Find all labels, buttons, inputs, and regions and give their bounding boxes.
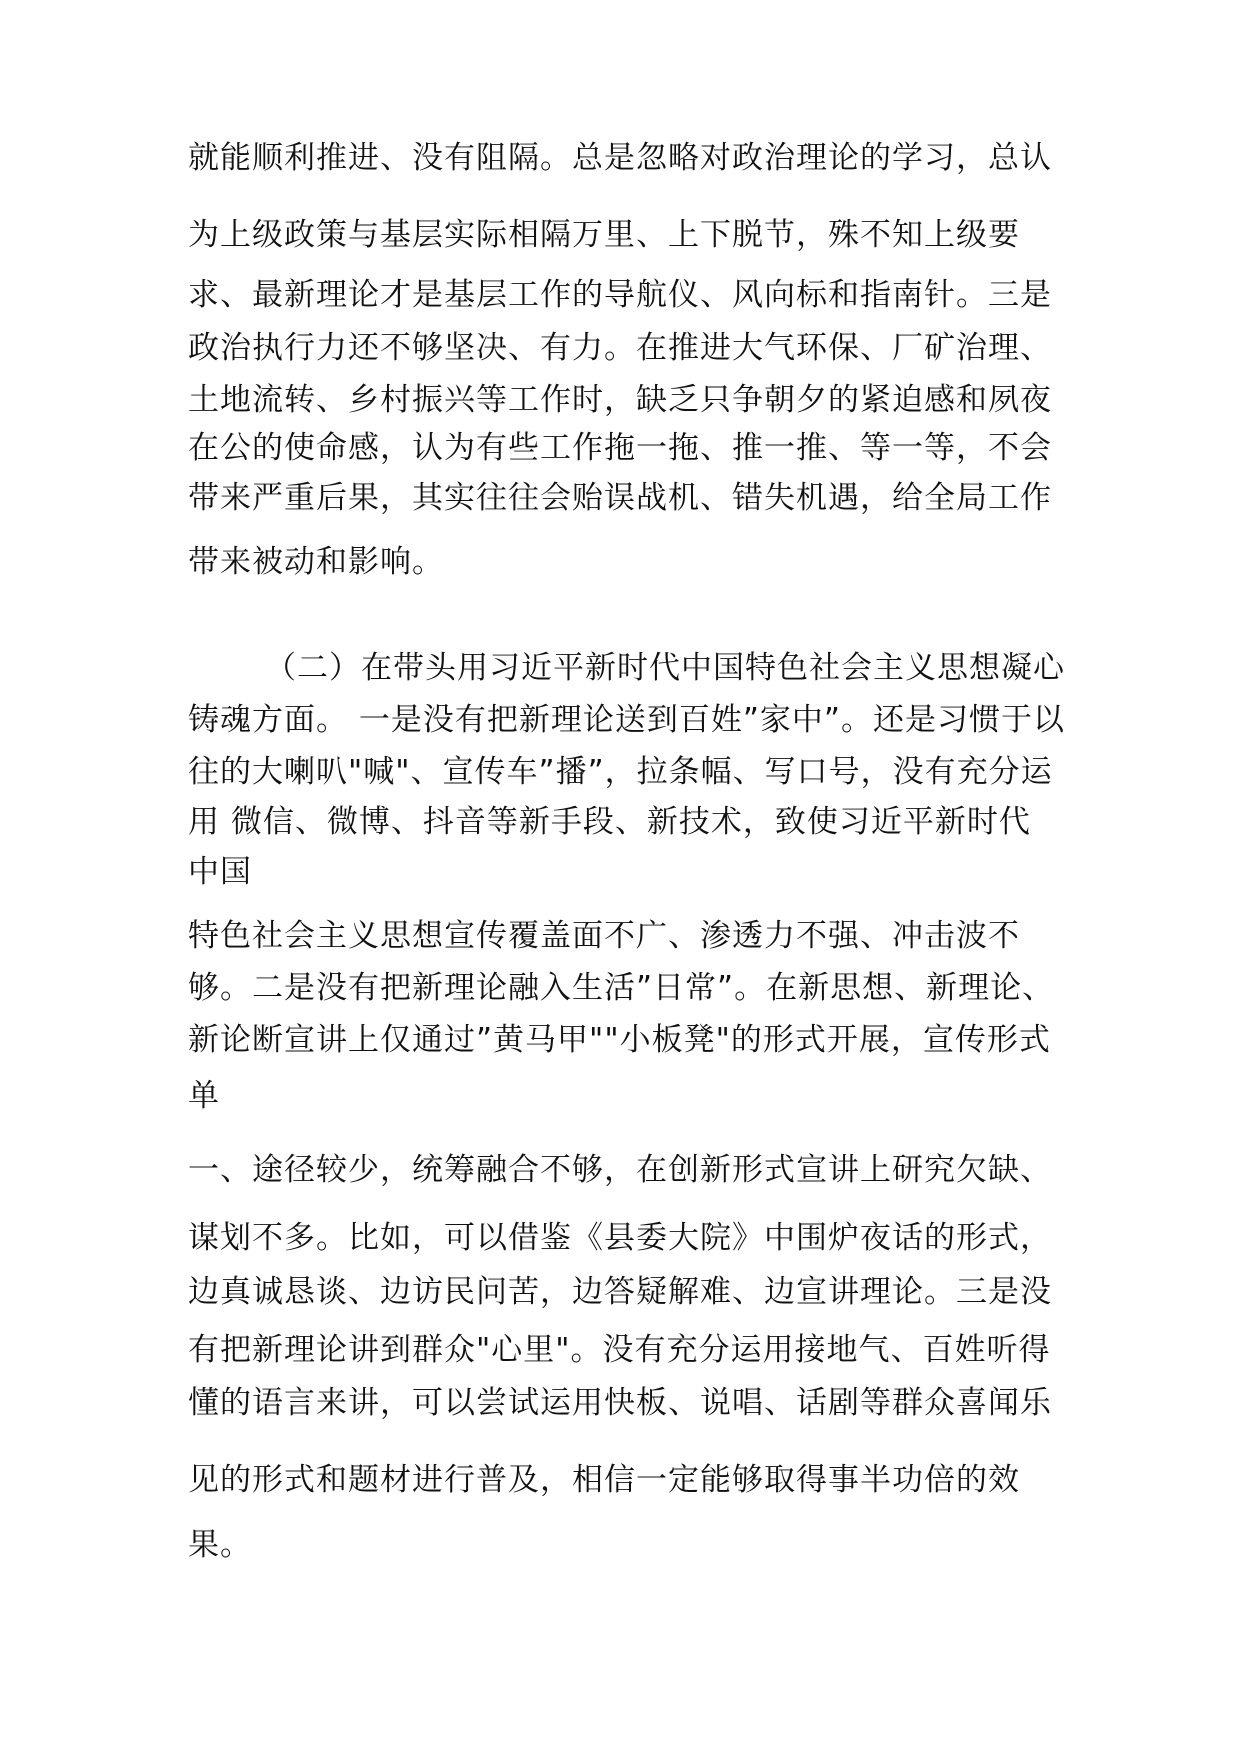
- text-line: 边真诚恳谈、边访民问苦，边答疑解难、边宣讲理论。三是没: [188, 1274, 1052, 1310]
- text-line: 中国: [188, 854, 252, 890]
- text-line: 求、最新理论才是基层工作的导航仪、风向标和指南针。三是: [188, 277, 1052, 313]
- text-line: 新论断宣讲上仅通过”黄马甲""小板凳"的形式开展，宣传形式: [188, 1022, 1051, 1058]
- text-line: 单: [188, 1078, 220, 1114]
- text-line: 为上级政策与基层实际相隔万里、上下脱节，殊不知上级要: [188, 217, 1020, 253]
- text-line: 一、途径较少，统筹融合不够，在创新形式宣讲上研究欠缺、: [188, 1152, 1052, 1188]
- text-line: 就能顺利推进、没有阻隔。总是忽略对政治理论的学习，总认: [188, 140, 1052, 176]
- text-line: 懂的语言来讲，可以尝试运用快板、说唱、话剧等群众喜闻乐: [188, 1385, 1052, 1421]
- text-line: 果。: [188, 1527, 252, 1563]
- text-line: 有把新理论讲到群众"心里"。没有充分运用接地气、百姓听得: [188, 1332, 1051, 1368]
- text-line: 带来被动和影响。: [188, 544, 444, 580]
- text-line: 政治执行力还不够坚决、有力。在推进大气环保、厂矿治理、: [188, 330, 1052, 366]
- text-line: 用 微信、微博、抖音等新手段、新技术，致使习近平新时代: [188, 804, 1031, 840]
- text-line: 在公的使命感，认为有些工作拖一拖、推一推、等一等，不会: [188, 430, 1052, 466]
- text-line: 特色社会主义思想宣传覆盖面不广、渗透力不强、冲击波不: [188, 918, 1020, 954]
- text-line: 往的大喇叭"喊"、宣传车”播”，拉条幅、写口号，没有充分运: [188, 754, 1053, 790]
- text-line: 谋划不多。比如，可以借鉴《县委大院》中围炉夜话的形式，: [188, 1220, 1052, 1256]
- text-line: 铸魂方面。 一是没有把新理论送到百姓”家中”。还是习惯于以: [188, 702, 1065, 738]
- text-line: 见的形式和题材进行普及，相信一定能够取得事半功倍的效: [188, 1462, 1020, 1498]
- text-line: 带来严重后果，其实往往会贻误战机、错失机遇，给全局工作: [188, 480, 1052, 516]
- text-line: 够。二是没有把新理论融入生活”日常”。在新思想、新理论、: [188, 970, 1055, 1006]
- text-line: 土地流转、乡村振兴等工作时，缺乏只争朝夕的紧迫感和夙夜: [188, 382, 1052, 418]
- section-heading: （二）在带头用习近平新时代中国特色社会主义思想凝心: [265, 650, 1065, 686]
